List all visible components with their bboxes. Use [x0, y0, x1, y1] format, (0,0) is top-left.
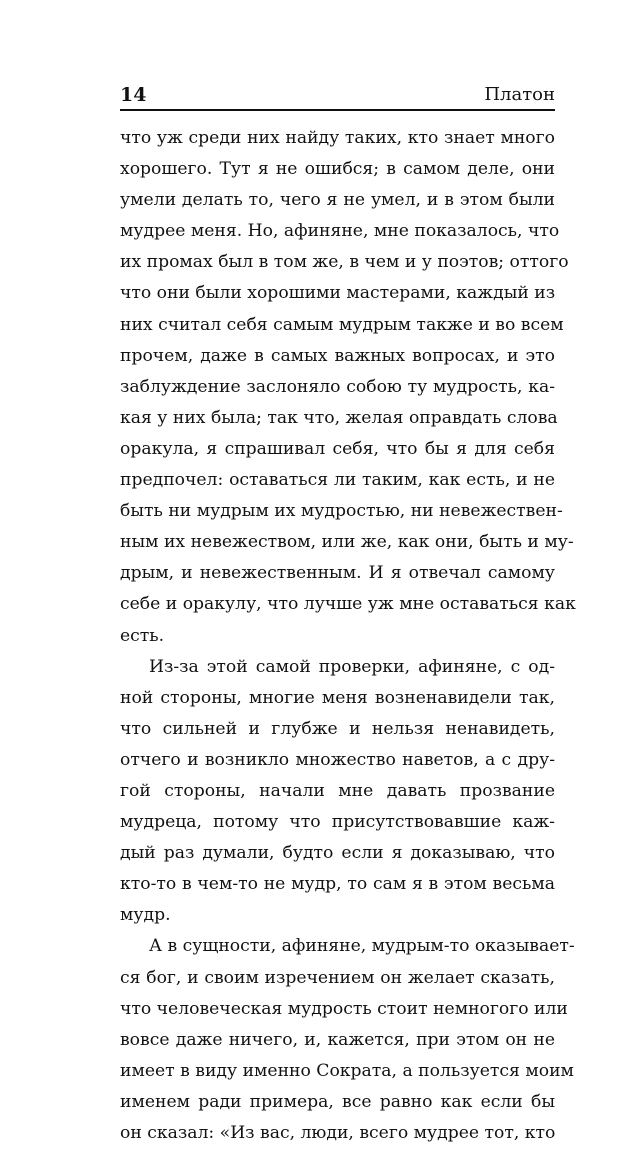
text-line: что они были хорошими мастерами, каждый из — [120, 283, 556, 304]
text-line: кто-то в чем-то не мудр, то сам я в этом весьма — [120, 874, 555, 895]
paragraph-first-line: А в сущности, афиняне, мудрым-то оказывает- — [149, 936, 575, 957]
text-line: вовсе даже ничего, и, кажется, при этом он не — [120, 1029, 555, 1050]
text-line: быть ни мудрым их мудростью, ни невежествен- — [120, 501, 563, 522]
text-line: что уж среди них найду таких, кто знает много — [120, 128, 555, 148]
text-line: мудрее меня. Но, афиняне, мне показалось, что — [120, 221, 560, 242]
text-line: хорошего. Тут я не ошибся; в самом деле, они — [120, 159, 555, 180]
text-line: мудреца, потому что присутствовавшие каж- — [120, 812, 555, 833]
text-line: себе и оракулу, что лучше уж мне оставаться как — [120, 594, 576, 615]
text-line: имеет в виду именно Сократа, а пользуется моим — [120, 1060, 574, 1081]
text-line: ся бог, и своим изречением он желает сказать, — [120, 967, 555, 988]
text-line: гой стороны, начали мне давать прозвание — [120, 780, 555, 801]
text-line: мудр. — [120, 905, 171, 926]
text-line: именем ради примера, все равно как если бы — [120, 1091, 555, 1112]
text-line: что сильней и глубже и нельзя ненавидеть, — [120, 718, 555, 739]
running-header — [120, 82, 555, 108]
paragraph-first-line: Из-за этой самой проверки, афиняне, с од- — [149, 656, 555, 677]
text-line: есть. — [120, 625, 165, 646]
text-line: дый раз думали, будто если я доказываю, что — [120, 843, 555, 864]
text-line: предпочел: оставаться ли таким, как есть, и не — [120, 470, 555, 491]
text-line: ным их невежеством, или же, как они, быть и му- — [120, 532, 574, 553]
text-line: отчего и возникло множество наветов, а с дру- — [120, 749, 555, 770]
header-divider — [120, 109, 555, 111]
text-line: что человеческая мудрость стоит немногого или — [120, 998, 568, 1019]
text-line: заблуждение заслоняло собою ту мудрость, ка- — [120, 376, 555, 397]
text-line: оракула, я спрашивал себя, что бы я для себя — [120, 438, 555, 459]
text-line: их промах был в том же, в чем и у поэтов; оттого — [120, 252, 569, 273]
running-title: Платон — [484, 84, 555, 105]
text-line: он сказал: «Из вас, люди, всего мудрее тот, кто — [120, 1123, 556, 1143]
text-line: ной стороны, многие меня возненавидели так, — [120, 687, 555, 708]
text-line: прочем, даже в самых важных вопросах, и это — [120, 345, 555, 366]
text-line: них считал себя самым мудрым также и во всем — [120, 314, 564, 335]
body-text — [120, 123, 576, 1149]
text-line: кая у них была; так что, желая оправдать слова — [120, 407, 558, 428]
text-line: умели делать то, чего я не умел, и в этом были — [120, 190, 555, 211]
page-number: 14 — [120, 84, 147, 106]
text-line: дрым, и невежественным. И я отвечал самому — [120, 563, 555, 584]
